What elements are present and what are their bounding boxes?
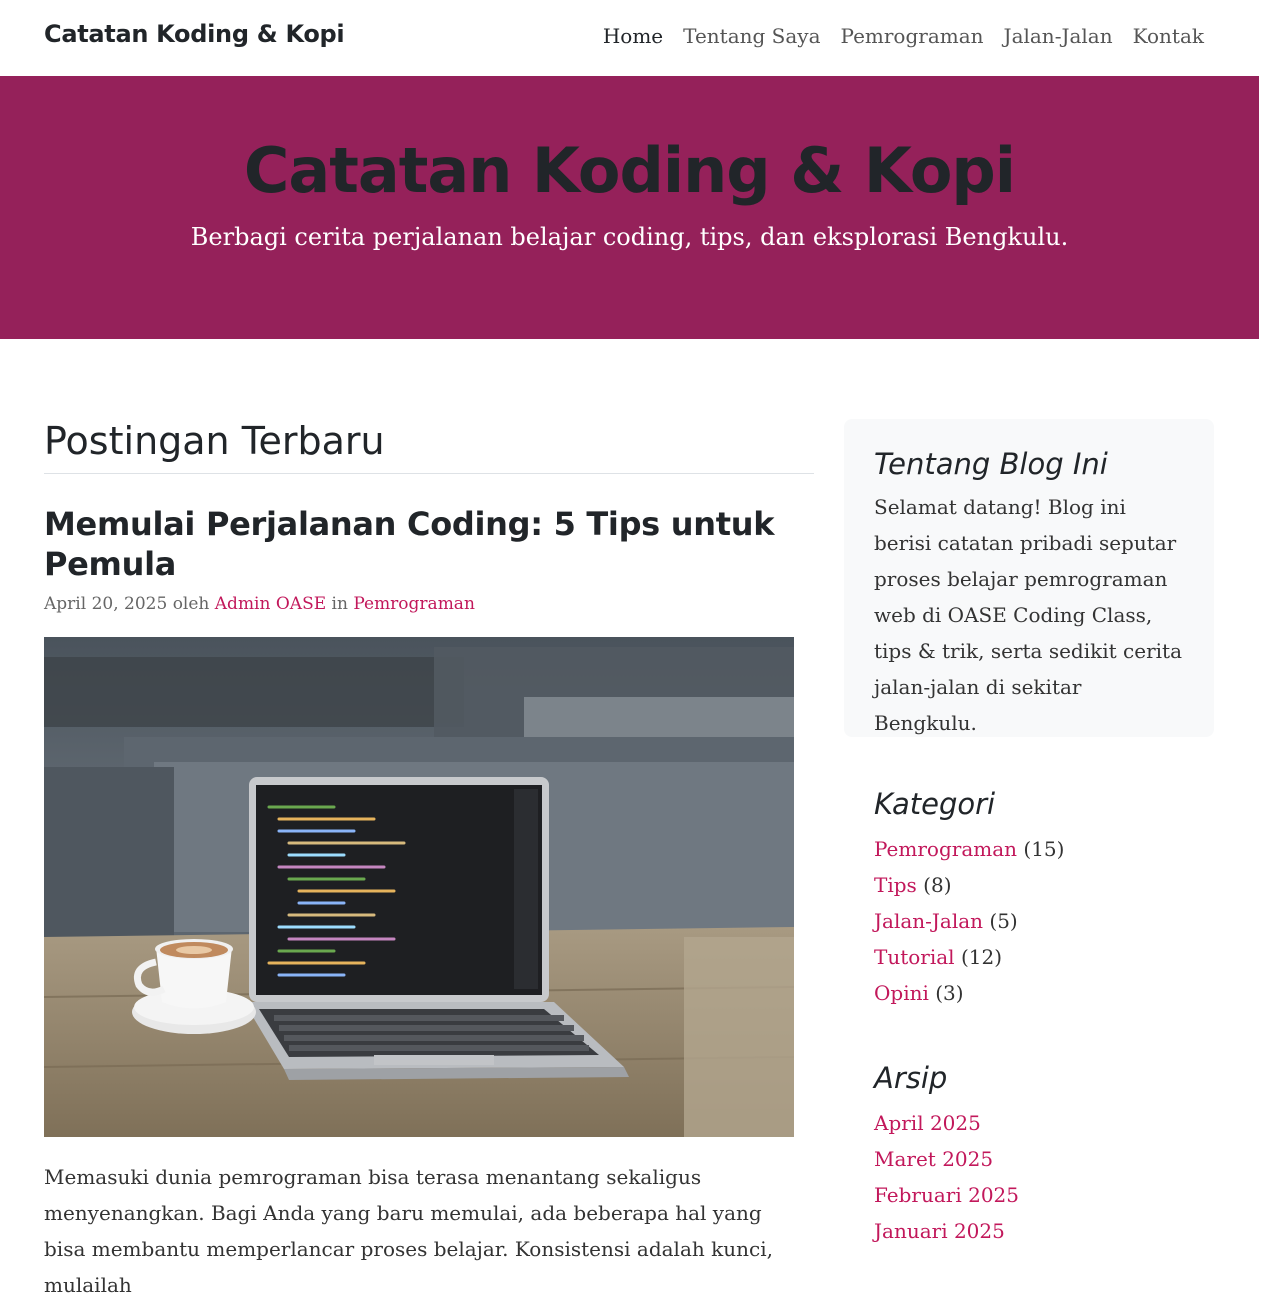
post-meta: [44, 594, 814, 614]
nav-tentang-saya[interactable]: Tentang Saya: [683, 24, 821, 48]
sidebar: [844, 419, 1214, 1249]
brand-link[interactable]: Catatan Koding & Kopi: [44, 20, 345, 48]
archive-item: [874, 1177, 1184, 1213]
post-title[interactable]: Memulai Perjalanan Coding: 5 Tips untuk Pemula: [44, 505, 775, 583]
nav-pemrograman[interactable]: Pemrograman: [840, 24, 984, 48]
category-item: [874, 831, 1184, 867]
post-author-link[interactable]: Admin OASE: [214, 594, 327, 614]
categories-widget-title: Kategori: [874, 787, 996, 821]
hero-banner: [0, 76, 1259, 339]
category-count: (12): [960, 945, 1002, 969]
archive-link-februari-2025[interactable]: Februari 2025: [874, 1183, 1019, 1207]
hero-title: Catatan Koding & Kopi: [243, 134, 1016, 207]
category-item: [874, 939, 1184, 975]
archive-widget: [844, 1061, 1214, 1249]
category-link-tips[interactable]: Tips: [874, 873, 917, 897]
nav-jalan-jalan[interactable]: Jalan-Jalan: [1003, 24, 1113, 48]
about-widget: [844, 419, 1214, 737]
post-excerpt: Memasuki dunia pemrograman bisa terasa menantang sekaligus menyenangkan. Bagi Anda yang baru memulai, ada beberapa hal yang bisa membantu memperlancar proses belajar. Konsistensi adalah kunci, mulailah: [44, 1165, 773, 1297]
categories-widget: [844, 787, 1214, 1011]
post-category-link[interactable]: Pemrograman: [353, 594, 475, 614]
nav-kontak[interactable]: Kontak: [1132, 24, 1204, 48]
category-link-opini[interactable]: Opini: [874, 981, 929, 1005]
section-title: Postingan Terbaru: [44, 419, 814, 474]
about-widget-text: Selamat datang! Blog ini berisi catatan pribadi seputar proses belajar pemrograman web di OASE Coding Class, tips & trik, serta sedikit cerita jalan-jalan di sekitar Bengkulu.: [874, 495, 1182, 735]
category-link-jalan-jalan[interactable]: Jalan-Jalan: [874, 909, 984, 933]
category-count: (5): [989, 909, 1018, 933]
archive-link-maret-2025[interactable]: Maret 2025: [874, 1147, 994, 1171]
navbar: [0, 0, 1262, 76]
category-item: [874, 975, 1184, 1011]
laptop-coffee-illustration: [44, 637, 794, 1137]
about-widget-title: Tentang Blog Ini: [874, 447, 1108, 481]
archive-item: [874, 1141, 1184, 1177]
archive-link-januari-2025[interactable]: Januari 2025: [874, 1219, 1005, 1243]
post-date: April 20, 2025: [44, 594, 168, 614]
archive-link-april-2025[interactable]: April 2025: [874, 1111, 981, 1135]
main-nav: [603, 24, 1204, 48]
category-item: [874, 867, 1184, 903]
post-image[interactable]: [44, 637, 794, 1137]
category-link-tutorial[interactable]: Tutorial: [874, 945, 955, 969]
archive-item: [874, 1105, 1184, 1141]
main-content: [44, 419, 814, 1303]
archive-item: [874, 1213, 1184, 1249]
category-count: (8): [923, 873, 952, 897]
post-article: [44, 504, 814, 1303]
post-by: oleh: [172, 594, 210, 614]
category-item: [874, 903, 1184, 939]
category-count: (3): [935, 981, 964, 1005]
category-link-pemrograman[interactable]: Pemrograman: [874, 837, 1018, 861]
archive-widget-title: Arsip: [874, 1061, 948, 1095]
categories-list: [874, 831, 1184, 1011]
archive-list: [874, 1105, 1184, 1249]
post-in: in: [331, 594, 348, 614]
hero-subtitle: Berbagi cerita perjalanan belajar coding, tips, dan eksplorasi Bengkulu.: [190, 223, 1069, 251]
nav-home[interactable]: Home: [602, 24, 664, 48]
category-count: (15): [1023, 837, 1065, 861]
